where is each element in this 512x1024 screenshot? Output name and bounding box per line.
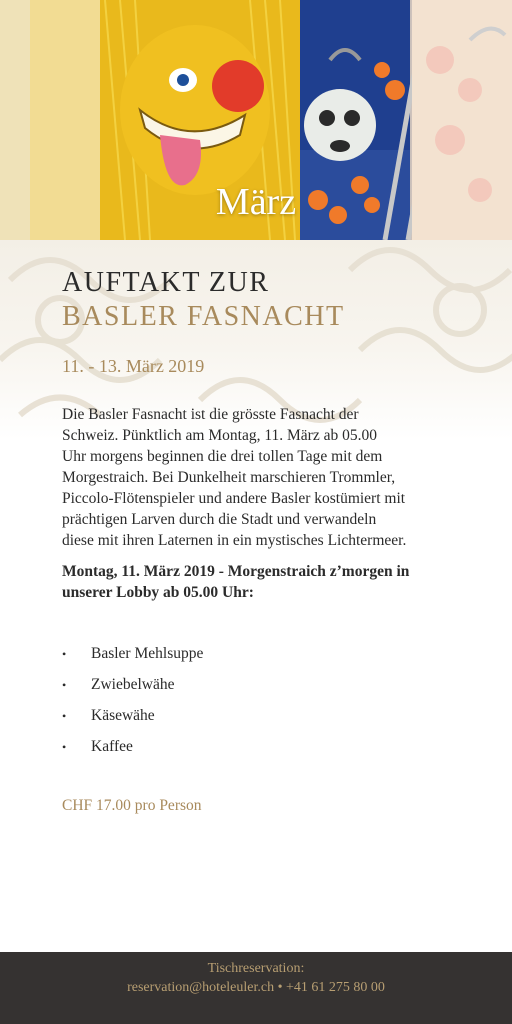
reservation-label: Tischreservation: xyxy=(207,961,305,976)
menu-item xyxy=(62,674,462,705)
menu-list xyxy=(62,643,462,767)
menu-item-label: Basler Mehlsuppe xyxy=(91,645,204,662)
headline-line-2: BASLER FASNACHT xyxy=(62,301,345,332)
reservation-footer xyxy=(0,952,512,1024)
event-description xyxy=(62,404,454,551)
bullet-icon: • xyxy=(62,678,67,692)
menu-item-label: Kaffee xyxy=(91,738,133,755)
description-line: Uhr morgens beginnen die drei tollen Tage mit dem xyxy=(62,448,383,465)
menu-item-label: Zwiebelwähe xyxy=(91,676,175,693)
hero-photo xyxy=(0,0,512,240)
menu-item xyxy=(62,705,462,736)
event-date: 11. - 13. März 2019 xyxy=(62,356,205,376)
highlight-line: unserer Lobby ab 05.00 Uhr: xyxy=(62,584,254,601)
menu-item-label: Käsewähe xyxy=(91,707,155,724)
headline-line-1: AUFTAKT ZUR xyxy=(62,267,270,298)
event-content xyxy=(62,262,462,815)
reservation-contact[interactable]: reservation@hoteleuler.ch • +41 61 275 80 00 xyxy=(127,980,385,995)
description-line: Piccolo-Flötenspieler und andere Basler kostümiert mit xyxy=(62,490,406,507)
price: CHF 17.00 pro Person xyxy=(62,797,202,814)
description-line: Morgestraich. Bei Dunkelheit marschieren Trommler, xyxy=(62,469,396,486)
description-line: Schweiz. Pünktlich am Montag, 11. März ab 05.00 xyxy=(62,427,377,444)
breakfast-announcement xyxy=(62,561,462,603)
menu-item xyxy=(62,643,462,674)
month-title: März xyxy=(215,181,297,223)
description-line: Die Basler Fasnacht ist die grösste Fasnacht der xyxy=(62,406,359,423)
bullet-icon: • xyxy=(62,740,67,754)
bullet-icon: • xyxy=(62,709,67,723)
highlight-line: Montag, 11. März 2019 - Morgenstraich z’morgen in xyxy=(62,563,410,580)
description-line: diese mit ihren Laternen in ein mystisches Lichtermeer. xyxy=(62,532,407,549)
menu-item xyxy=(62,736,462,767)
description-line: prächtigen Larven durch die Stadt und verwandeln xyxy=(62,511,377,528)
bullet-icon: • xyxy=(62,647,67,661)
